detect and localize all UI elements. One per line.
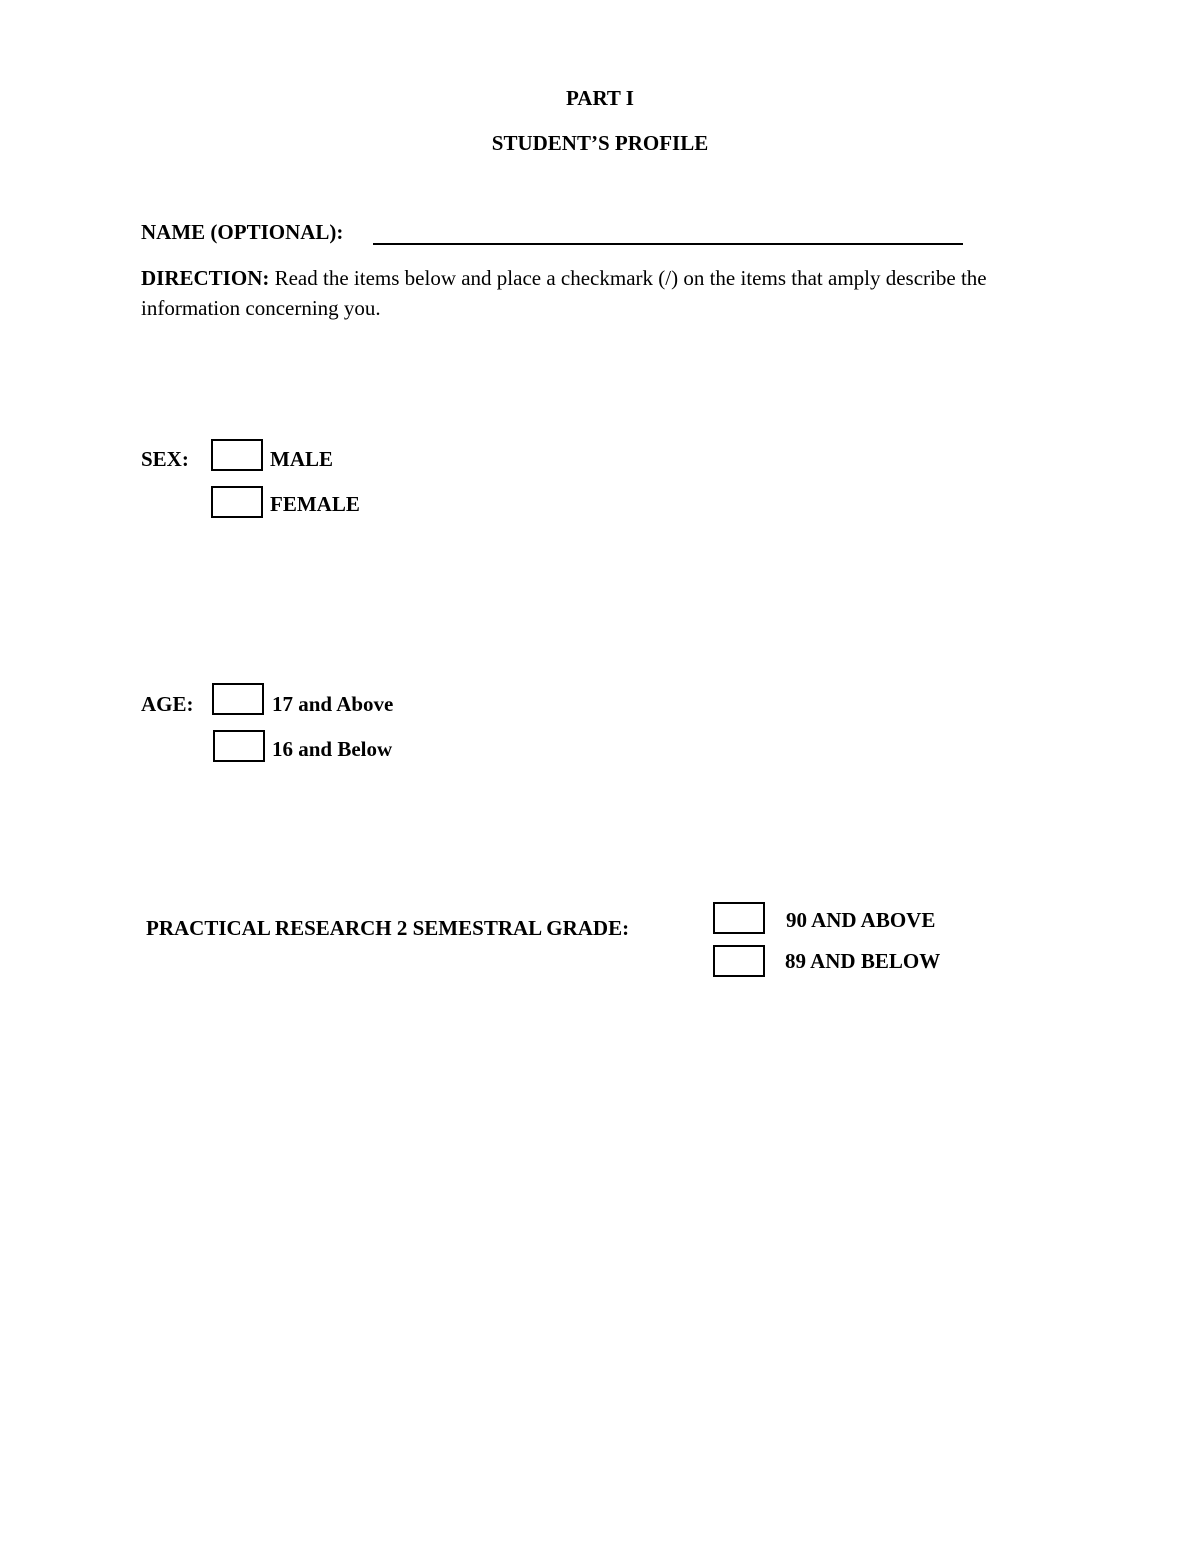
- direction-text: Read the items below and place a checkmark (/) on the items that amply describe the information concerning you.: [141, 266, 987, 320]
- grade-90-above-option: 90 AND ABOVE: [786, 908, 936, 932]
- sex-female-option: FEMALE: [270, 492, 360, 516]
- age-16-below-option: 16 and Below: [272, 737, 393, 761]
- grade-90-above-checkbox[interactable]: [713, 902, 765, 934]
- direction-paragraph: [141, 263, 1071, 323]
- page-title: STUDENT’S PROFILE: [491, 131, 709, 155]
- grade-89-below-checkbox[interactable]: [713, 945, 765, 977]
- direction-label: DIRECTION:: [141, 266, 270, 290]
- grade-89-below-option: 89 AND BELOW: [785, 949, 941, 973]
- name-input-line[interactable]: [373, 243, 963, 245]
- age-label: AGE:: [141, 692, 194, 716]
- sex-label: SEX:: [141, 447, 189, 471]
- age-16-below-checkbox[interactable]: [213, 730, 265, 762]
- age-17-above-option: 17 and Above: [272, 692, 394, 716]
- name-label: NAME (OPTIONAL):: [141, 220, 344, 244]
- part-heading: PART I: [566, 86, 634, 110]
- sex-male-checkbox[interactable]: [211, 439, 263, 471]
- sex-male-option: MALE: [270, 447, 333, 471]
- sex-female-checkbox[interactable]: [211, 486, 263, 518]
- age-17-above-checkbox[interactable]: [212, 683, 264, 715]
- grade-label: PRACTICAL RESEARCH 2 SEMESTRAL GRADE:: [146, 916, 630, 940]
